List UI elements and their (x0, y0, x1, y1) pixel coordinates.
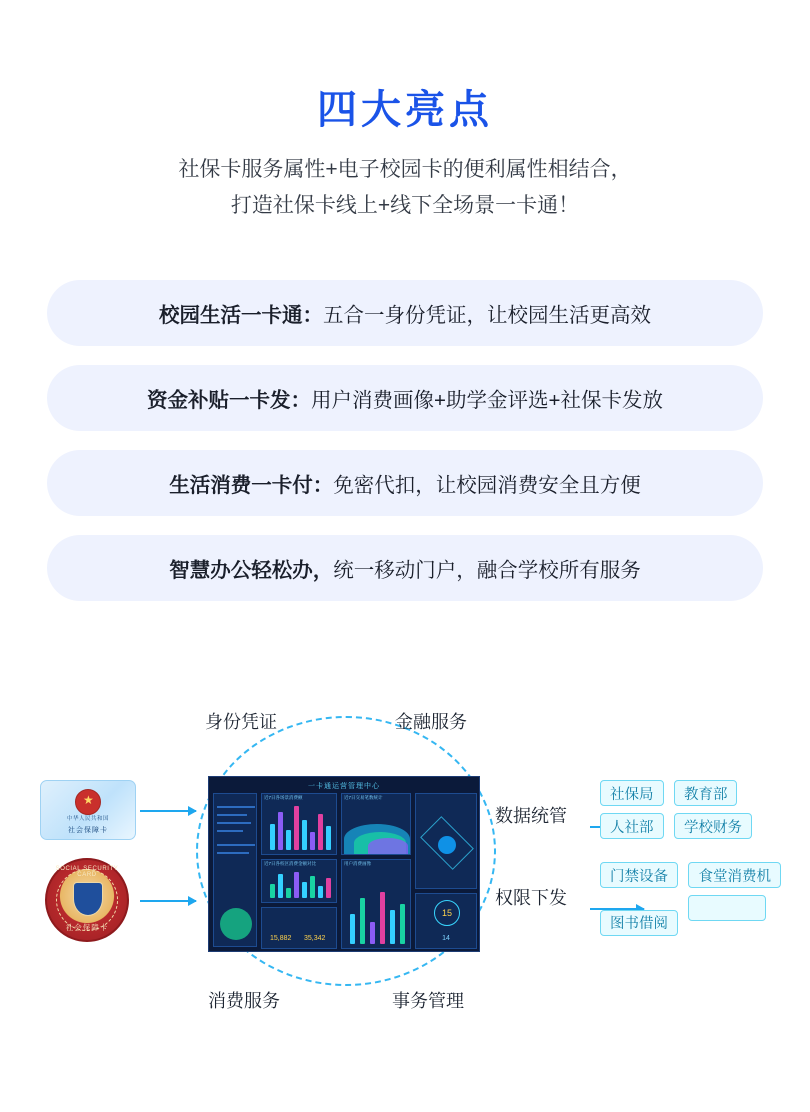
highlight-item-2-strong: 资金补贴一卡发： (147, 389, 312, 412)
dashboard-panel-scene-consumption (261, 793, 337, 855)
arrow-card-to-dashboard-icon (140, 810, 196, 812)
page-title: 四大亮点 (317, 88, 493, 132)
highlight-item-3 (47, 450, 763, 516)
highlight-item-4-rest: 统一移动门户，融合学校所有服务 (333, 559, 641, 582)
dashboard-panel-transactions-label: 近7日交易笔数统计 (344, 795, 383, 800)
highlight-list (47, 280, 763, 620)
right-section-2-label: 权限下发 (495, 888, 567, 908)
social-security-card-image (40, 780, 136, 840)
circle-label-consumption: 消费服务 (208, 991, 280, 1011)
subtitle-line-1: 社保卡服务属性+电子校园卡的便利属性相结合， (178, 158, 632, 181)
dashboard-panel-kpi (415, 893, 477, 949)
highlight-item-2 (47, 365, 763, 431)
dashboard-panel-user-profile (341, 859, 411, 949)
highlight-item-2-rest: 用户消费画像+助学金评选+社保卡发放 (311, 389, 663, 412)
highlight-item-1 (47, 280, 763, 346)
dashboard-title: 一卡通运营管理中心 (308, 783, 380, 790)
highlight-item-4 (47, 535, 763, 601)
arrow-seal-to-dashboard-icon (140, 900, 196, 902)
highlight-item-3-rest: 免密代扣，让校园消费安全且方便 (333, 474, 641, 497)
dashboard-panel-transactions (341, 793, 411, 855)
highlight-item-3-strong: 生活消费一卡付： (169, 474, 334, 497)
right-section-1-label: 数据统管 (495, 806, 567, 826)
seal-english-text: SOCIAL SECURITY CARD (55, 866, 119, 878)
dashboard-metric-2-value: 35,342 (304, 935, 326, 942)
dashboard-kpi-sub-value: 14 (442, 935, 450, 942)
dashboard-kpi-center-value: 15 (434, 900, 460, 926)
tag-school-finance[interactable]: 学校财务 (674, 813, 752, 839)
tag-human-resources[interactable]: 人社部 (600, 813, 664, 839)
dashboard-panel-campus-compare-label: 近7日各校区消费金额对比 (264, 861, 317, 866)
highlight-item-4-strong: 智慧办公轻松办， (169, 559, 334, 582)
seal-chinese-text: 社会保障卡 (65, 923, 109, 932)
right-section-2-tags (600, 862, 805, 943)
dashboard-panel-scene-consumption-label: 近7日各场景消费额 (264, 795, 303, 800)
highlight-item-1-strong: 校园生活一卡通： (159, 304, 323, 327)
architecture-diagram (0, 690, 810, 1030)
page-subtitle (0, 152, 810, 224)
national-emblem-icon (75, 789, 101, 815)
dashboard-left-panel-label (214, 794, 256, 796)
subtitle-line-2: 打造社保卡线上+线下全场景一卡通！ (230, 194, 580, 217)
highlight-item-1-rest: 五合一身份凭证，让校园生活更高效 (323, 304, 651, 327)
tag-placeholder[interactable] (688, 895, 766, 921)
dashboard-panel-relation-graph (415, 793, 477, 889)
dashboard-left-panel (213, 793, 257, 947)
seal-inner-emblem-icon (73, 882, 103, 916)
dashboard-panel-user-profile-label: 用户消费画像 (344, 861, 371, 866)
tag-access-control[interactable]: 门禁设备 (600, 862, 678, 888)
dashboard-panel-campus-compare (261, 859, 337, 903)
dashboard-preview (208, 776, 480, 952)
id-card-line-2: 社会保障卡 (68, 827, 108, 834)
dashboard-panel-metric-1 (261, 907, 337, 949)
social-security-seal-icon (45, 858, 129, 942)
tag-education-ministry[interactable]: 教育部 (674, 780, 738, 806)
tag-canteen-pos[interactable]: 食堂消费机 (688, 862, 781, 888)
id-card-line-1: 中华人民共和国 (66, 816, 109, 822)
dashboard-metric-1-value: 15,882 (270, 935, 292, 942)
circle-label-affairs: 事务管理 (392, 991, 464, 1011)
circle-label-finance: 金融服务 (395, 712, 467, 732)
circle-label-identity: 身份凭证 (205, 712, 277, 732)
right-section-1-tags (600, 780, 800, 846)
tag-social-security-bureau[interactable]: 社保局 (600, 780, 664, 806)
tag-library-borrowing[interactable]: 图书借阅 (600, 910, 678, 936)
